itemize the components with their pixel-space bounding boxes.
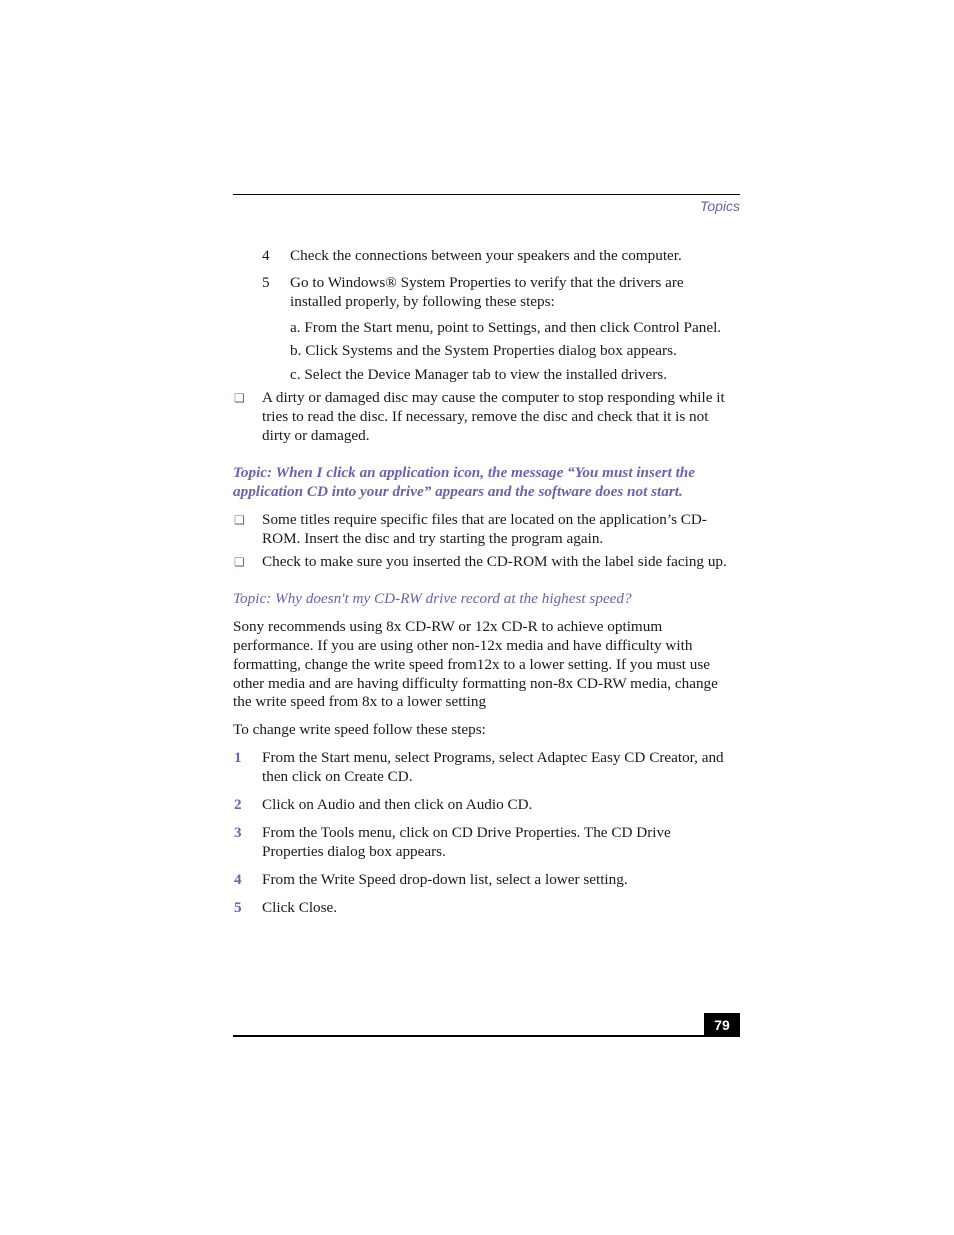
- checkbox-bullet-icon: ❑: [234, 391, 245, 405]
- step-text-line: Properties dialog box appears.: [262, 843, 446, 860]
- bullet-text-line: ROM. Insert the disc and try starting the program again.: [262, 530, 604, 547]
- paragraph-line: performance. If you are using other non-12x media and have difficulty with: [233, 637, 693, 654]
- steps-intro: To change write speed follow these steps:: [233, 721, 486, 738]
- bullet-text-line: Some titles require specific files that are located on the application’s CD-: [262, 511, 707, 528]
- topic-heading: Topic: Why doesn't my CD-RW drive record at the highest speed?: [233, 590, 632, 607]
- paragraph-line: Sony recommends using 8x CD-RW or 12x CD-R to achieve optimum: [233, 618, 663, 635]
- header-rule: [233, 194, 740, 195]
- step-text-line: installed properly, by following these steps:: [290, 293, 555, 310]
- paragraph-line: other media and are having difficulty formatting non-8x CD-RW media, change: [233, 675, 718, 692]
- topic-heading-line: Topic: When I click an application icon, the message “You must insert the: [233, 464, 695, 481]
- bullet-text-line: tries to read the disc. If necessary, remove the disc and check that it is not: [262, 408, 709, 425]
- step-text: Check the connections between your speakers and the computer.: [290, 247, 682, 264]
- step-text-line: Go to Windows® System Properties to verify that the drivers are: [290, 274, 684, 291]
- step-text-line: then click on Create CD.: [262, 768, 413, 785]
- substep-a: a. From the Start menu, point to Settings, and then click Control Panel.: [290, 319, 722, 336]
- step-number: 2: [234, 796, 242, 813]
- bullet-text-line: dirty or damaged.: [262, 427, 370, 444]
- step-text-line: Click on Audio and then click on Audio CD.: [262, 796, 533, 813]
- paragraph-line: the write speed from 8x to a lower setting: [233, 693, 487, 710]
- step-text-line: Click Close.: [262, 899, 338, 916]
- topic-heading-line: application CD into your drive” appears and the software does not start.: [233, 483, 683, 500]
- substep-c: c. Select the Device Manager tab to view the installed drivers.: [290, 366, 668, 383]
- step-number: 5: [234, 899, 242, 916]
- step-number: 4: [234, 871, 242, 888]
- bullet-text-line: A dirty or damaged disc may cause the computer to stop responding while it: [262, 389, 725, 406]
- step-number: 4: [262, 247, 270, 264]
- step-number: 1: [234, 749, 242, 766]
- header-topics-link[interactable]: Topics: [700, 198, 740, 214]
- checkbox-bullet-icon: ❑: [234, 555, 245, 569]
- substep-b: b. Click Systems and the System Properties dialog box appears.: [290, 342, 677, 359]
- checkbox-bullet-icon: ❑: [234, 513, 245, 527]
- step-text-line: From the Tools menu, click on CD Drive Properties. The CD Drive: [262, 824, 671, 841]
- bullet-text-line: Check to make sure you inserted the CD-ROM with the label side facing up.: [262, 553, 727, 570]
- step-text-line: From the Write Speed drop-down list, select a lower setting.: [262, 871, 628, 888]
- step-number: 5: [262, 274, 270, 291]
- page-number: 79: [704, 1013, 740, 1037]
- footer-rule: [233, 1035, 740, 1037]
- step-number: 3: [234, 824, 242, 841]
- paragraph-line: formatting, change the write speed from12x to a lower setting. If you must use: [233, 656, 711, 673]
- step-text-line: From the Start menu, select Programs, select Adaptec Easy CD Creator, and: [262, 749, 724, 766]
